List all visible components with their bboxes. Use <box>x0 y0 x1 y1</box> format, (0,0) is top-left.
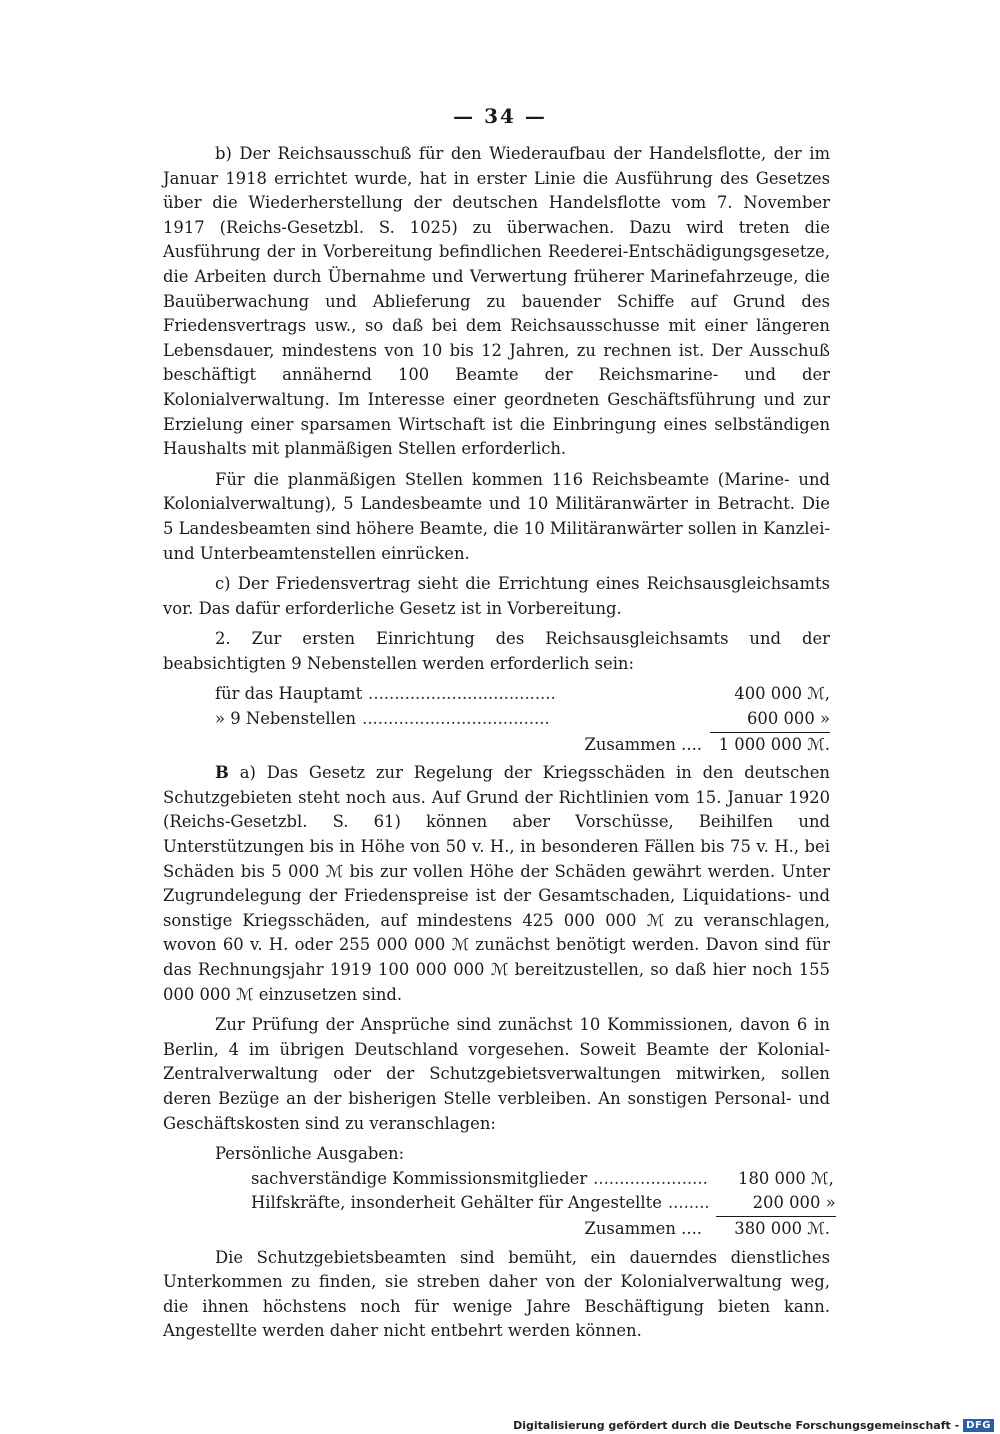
paragraph-c-friedensvertrag: c) Der Friedensvertrag sieht die Errichtung eines Reichsausgleichsamts vor. Das dafür erforderliche Gesetz ist in Vorbereitung. <box>163 574 830 618</box>
table-total-row <box>163 1217 830 1242</box>
leader-dots: .................................... <box>362 709 550 729</box>
table-row <box>163 682 830 707</box>
row-value: 200 000 » <box>716 1191 836 1217</box>
table-heading <box>163 1142 830 1167</box>
row-label: für das Hauptamt <box>215 684 363 704</box>
table-row <box>163 707 830 733</box>
section-marker: B <box>215 763 229 783</box>
paragraph-schutzgebietsbeamte: Die Schutzgebietsbeamten sind bemüht, ein dauerndes dienstliches Unterkommen zu finden, sie streben daher von der Kolonialverwaltung weg, die ihnen höchstens noch für wenige Jahre Beschäftigung bieten kann. Angestellte werden daher nicht entbehrt werden können. <box>163 1247 830 1341</box>
dfg-logo-icon: DFG <box>963 1419 994 1432</box>
total-value: 1 000 000 ℳ. <box>718 734 830 754</box>
table-total-row <box>163 733 830 758</box>
row-value: 600 000 » <box>710 707 830 733</box>
table-row <box>163 1191 836 1217</box>
row-label: sachverständige Kommissionsmitglieder <box>251 1168 588 1188</box>
total-value: 380 000 ℳ. <box>734 1218 830 1238</box>
paragraph-planmaessige-stellen: Für die planmäßigen Stellen kommen 116 Reichsbeamte (Marine- und Kolonialverwaltung), 5 Landesbeamte und 10 Militäranwärter in Betracht. Die 5 Landesbeamten sind höhere Beamte, die 10 Militäranwärter sollen in Kanzlei- und Unterbeamtenstellen einrücken. <box>163 469 830 563</box>
cost-table-personal <box>163 1142 836 1241</box>
leader-dots: .................................... <box>368 684 556 704</box>
row-value: 400 000 ℳ, <box>734 684 830 704</box>
leader-dots: ........ <box>667 1193 710 1213</box>
paragraph-2-einrichtung: 2. Zur ersten Einrichtung des Reichsausgleichsamts und der beabsichtigten 9 Nebenstellen werden erforderlich sein: <box>163 629 830 673</box>
cost-table-reichsausgleichsamt <box>163 682 830 757</box>
digitization-footer <box>513 1419 994 1432</box>
paragraph-b-reichsausschuss: b) Der Reichsausschuß für den Wiederaufbau der Handelsflotte, der im Januar 1918 errichtet wurde, hat in erster Linie die Ausführung des Gesetzes über die Wiederherstellung der deutschen Handelsflotte vom 7. November 1917 (Reichs-Gesetzbl. S. 1025) zu überwachen. Dazu wird treten die Ausführung der in Vorbereitung befindlichen Reederei-Entschädigungsgesetze, die Arbeiten durch Übernahme und Verwertung früherer Marinefahrzeuge, die Bauüberwachung und Ablieferung zu bauender Schiffe auf Grund des Friedensvertrags usw., so daß bei dem Reichsausschusse mit einer längeren Lebensdauer, mindestens von 10 bis 12 Jahren, zu rechnen ist. Der Ausschuß beschäftigt annähernd 100 Beamte der Reichsmarine- und der Kolonialverwaltung. Im Interesse einer geordneten Geschäftsführung und zur Erzielung einer sparsamen Wirtschaft ist die Einbringung eines selbständigen Haushalts mit planmäßigen Stellen erforderlich. <box>163 144 830 459</box>
table-row <box>163 1167 834 1192</box>
row-label: Hilfskräfte, insonderheit Gehälter für Angestellte <box>251 1193 662 1213</box>
footer-text: Digitalisierung gefördert durch die Deutsche Forschungsgemeinschaft - <box>513 1419 960 1432</box>
document-body <box>163 142 836 1350</box>
table-heading-text: Persönliche Ausgaben: <box>215 1144 405 1164</box>
row-value: 180 000 ℳ, <box>738 1168 834 1188</box>
paragraph-kommissionen: Zur Prüfung der Ansprüche sind zunächst 10 Kommissionen, davon 6 in Berlin, 4 im übrigen Deutschland vorgesehen. Soweit Beamte der Kolonial-Zentralverwaltung oder der Schutzgebietsverwaltungen mitwirken, sollen deren Bezüge an der bisherigen Stelle verbleiben. An sonstigen Personal- und Geschäftskosten sind zu veranschlagen: <box>163 1015 830 1133</box>
page-number: — 34 — <box>453 104 547 128</box>
paragraph-text: a) Das Gesetz zur Regelung der Kriegsschäden in den deutschen Schutzgebieten steht noch aus. Auf Grund der Richtlinien vom 15. Januar 1920 (Reichs-Gesetzbl. S. 61) können aber Vorschüsse, Beihilfen und Unterstützungen bis in Höhe von 50 v. H., in besonderen Fällen bis 75 v. H., bei Schäden bis 5 000 ℳ bis zur vollen Höhe der Schäden gewährt werden. Unter Zugrundelegung der Friedenspreise ist der Gesamtschaden, Liquidations- und sonstige Kriegsschäden, auf mindestens 425 000 000 ℳ zu veranschlagen, wovon 60 v. H. oder 255 000 000 ℳ zunächst benötigt werden. Davon sind für das Rechnungsjahr 1919 100 000 000 ℳ bereitzustellen, so daß hier noch 155 000 000 ℳ einzusetzen sind. <box>163 763 830 1004</box>
total-label: Zusammen .... <box>584 1218 702 1238</box>
paragraph-B-kriegsschaeden <box>163 761 830 1007</box>
row-label: » 9 Nebenstellen <box>215 709 357 729</box>
total-label: Zusammen .... <box>584 734 702 754</box>
leader-dots: ...................... <box>593 1168 708 1188</box>
